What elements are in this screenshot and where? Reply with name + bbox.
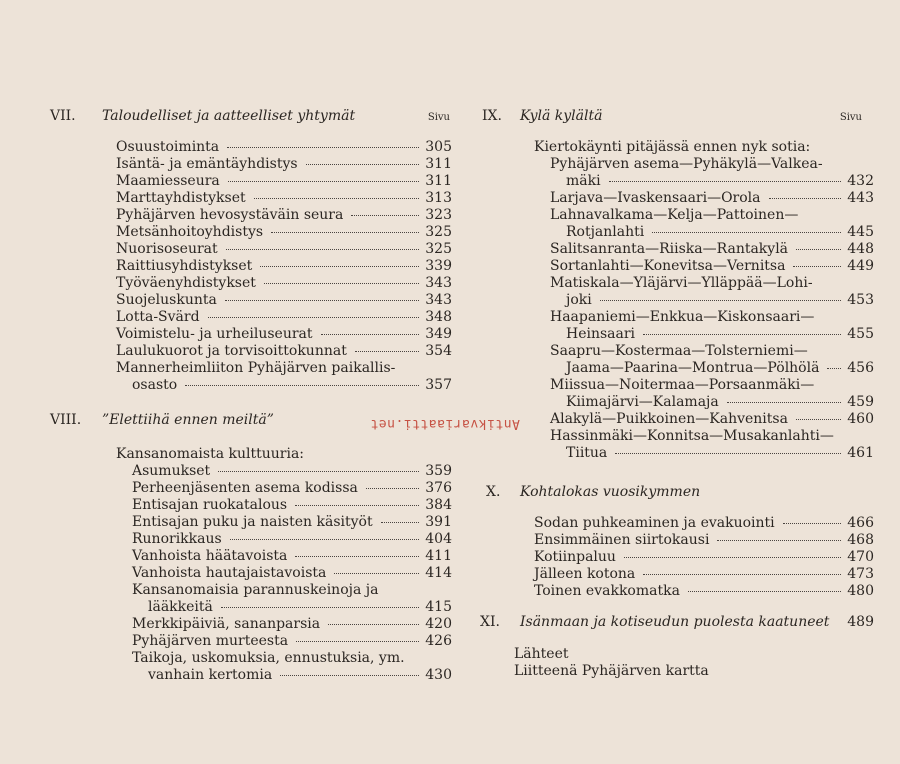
toc-entry <box>550 207 874 241</box>
dot-leader <box>600 300 842 301</box>
entry-page-number: 411 <box>425 548 452 564</box>
dot-leader <box>827 368 841 369</box>
entry-title: Maamiesseura <box>116 173 220 189</box>
section-heading <box>474 484 874 506</box>
toc-entry <box>116 173 452 190</box>
entry-title: Saapru—Kostermaa—Tolsterniemi— <box>550 343 808 359</box>
entry-page-number: 349 <box>425 326 452 342</box>
toc-entry <box>550 428 874 462</box>
entry-page-number: 459 <box>847 394 874 410</box>
toc-entry <box>550 343 874 377</box>
toc-entry <box>534 515 874 532</box>
entry-page-number: 473 <box>847 566 874 582</box>
toc-entry <box>116 275 452 292</box>
dot-leader <box>227 147 419 148</box>
entry-title: Asumukset <box>132 463 211 479</box>
dot-leader <box>218 471 419 472</box>
toc-entry <box>550 258 874 275</box>
entry-title: Haapaniemi—Enkkua—Kiskonsaari— <box>550 309 815 325</box>
toc-entry <box>116 292 452 309</box>
entry-page-number: 449 <box>847 258 874 274</box>
entry-title: Merkkipäiviä, sananparsia <box>132 616 321 632</box>
dot-leader <box>264 283 419 284</box>
entry-title: Kiimajärvi—Kalamaja <box>566 394 719 410</box>
toc-entry <box>132 531 452 548</box>
entry-page-number: 305 <box>425 139 452 155</box>
section-number: IX. <box>482 108 502 124</box>
entry-page-number: 443 <box>847 190 874 206</box>
dot-leader <box>366 488 419 489</box>
entry-page-number: 466 <box>847 515 874 531</box>
section-number: XI. <box>480 614 500 630</box>
toc-entry <box>550 241 874 258</box>
dot-leader <box>185 385 419 386</box>
entry-title: Taikoja, uskomuksia, ennustuksia, ym. <box>132 650 405 666</box>
toc-entry <box>116 139 452 156</box>
entry-title: Ensimmäinen siirtokausi <box>534 532 710 548</box>
entry-title: vanhain kertomia <box>148 667 273 683</box>
entry-title: Runorikkaus <box>132 531 222 547</box>
entry-list <box>534 515 874 600</box>
toc-entry <box>132 582 452 616</box>
toc-entry <box>132 480 452 497</box>
entry-title: osasto <box>132 377 178 393</box>
dot-leader <box>796 419 841 420</box>
toc-entry <box>132 548 452 565</box>
dot-leader <box>793 266 841 267</box>
dot-leader <box>271 232 419 233</box>
section-title: ”Elettiihä ennen meiltä” <box>102 412 274 428</box>
toc-entry <box>116 343 452 360</box>
toc-entry <box>132 565 452 582</box>
section-number: VII. <box>50 108 76 124</box>
entry-page-number: 470 <box>847 549 874 565</box>
entry-page-number: 430 <box>425 667 452 683</box>
entry-page-number: 359 <box>425 463 452 479</box>
entry-title: Larjava—Ivaskensaari—Orola <box>550 190 761 206</box>
toc-entry <box>132 633 452 650</box>
entry-page-number: 391 <box>425 514 452 530</box>
entry-page-number: 343 <box>425 292 452 308</box>
entry-title: Raittiusyhdistykset <box>116 258 253 274</box>
toc-entry <box>116 190 452 207</box>
toc-entry <box>116 326 452 343</box>
entry-page-number: 343 <box>425 275 452 291</box>
toc-entry <box>132 616 452 633</box>
dot-leader <box>260 266 419 267</box>
entry-title: Pyhäjärven asema—Pyhäkylä—Valkea- <box>550 156 823 172</box>
page-column-label: Sivu <box>427 112 450 123</box>
entry-page-number: 460 <box>847 411 874 427</box>
toc-entry <box>116 207 452 224</box>
entry-title: Työväenyhdistykset <box>116 275 256 291</box>
dot-leader <box>615 453 841 454</box>
entry-page-number: 480 <box>847 583 874 599</box>
entry-title: Jälleen kotona <box>534 566 636 582</box>
entry-page-number: 453 <box>847 292 874 308</box>
entry-page-number: 384 <box>425 497 452 513</box>
entry-title: Toinen evakkomatka <box>534 583 680 599</box>
dot-leader <box>228 181 419 182</box>
section-heading <box>474 108 874 130</box>
entry-page-number: 448 <box>847 241 874 257</box>
toc-entry <box>116 224 452 241</box>
dot-leader <box>221 607 419 608</box>
right-column <box>474 108 874 680</box>
section-title: Taloudelliset ja aatteelliset yhtymät <box>102 108 356 124</box>
section-title: Kylä kylältä <box>520 108 603 124</box>
entry-title: Miissua—Noitermaa—Porsaanmäki— <box>550 377 815 393</box>
entry-page-number: 376 <box>425 480 452 496</box>
page-column-label: Sivu <box>839 112 862 123</box>
toc-entry <box>132 497 452 514</box>
toc-entry <box>132 514 452 531</box>
entry-title: joki <box>566 292 592 308</box>
toc-entry <box>116 360 452 394</box>
toc-entry <box>534 532 874 549</box>
toc-entry <box>116 309 452 326</box>
entry-title: Hassinmäki—Konnitsa—Musakanlahti— <box>550 428 834 444</box>
toc-entry <box>534 566 874 583</box>
dot-leader <box>652 232 841 233</box>
dot-leader <box>609 181 842 182</box>
entry-title: Metsänhoitoyhdistys <box>116 224 264 240</box>
toc-entry <box>550 156 874 190</box>
dot-leader <box>783 523 842 524</box>
appendix-map: Liitteenä Pyhäjärven kartta <box>514 663 709 679</box>
toc-entry <box>550 377 874 411</box>
appendix-sources: Lähteet <box>514 646 569 662</box>
subsection-heading: Kiertokäynti pitäjässä ennen nyk sotia: <box>534 139 811 155</box>
entry-title: Matiskala—Yläjärvi—Ylläppää—Lohi- <box>550 275 813 291</box>
toc-entry <box>550 309 874 343</box>
dot-leader <box>208 317 420 318</box>
entry-title: Nuorisoseurat <box>116 241 218 257</box>
dot-leader <box>351 215 419 216</box>
entry-page-number: 420 <box>425 616 452 632</box>
watermark-text: Antikvariaatti.net <box>370 416 520 431</box>
entry-page-number: 455 <box>847 326 874 342</box>
entry-title: Rotjanlahti <box>566 224 645 240</box>
entry-title: Kotiinpaluu <box>534 549 616 565</box>
toc-entry <box>116 241 452 258</box>
section-number: X. <box>486 484 501 500</box>
toc-entry <box>132 463 452 480</box>
section-title: Kohtalokas vuosikymmen <box>520 484 701 500</box>
section-viii <box>44 412 452 684</box>
left-column <box>44 108 452 684</box>
dot-leader <box>296 641 419 642</box>
dot-leader <box>225 300 419 301</box>
section-heading <box>474 614 874 636</box>
entry-page-number: 489 <box>847 614 874 630</box>
entry-list <box>116 139 452 394</box>
entry-title: Entisajan puku ja naisten käsityöt <box>132 514 373 530</box>
entry-title: Osuustoiminta <box>116 139 220 155</box>
dot-leader <box>643 334 841 335</box>
toc-entry <box>550 275 874 309</box>
entry-page-number: 325 <box>425 224 452 240</box>
toc-entry <box>534 583 874 600</box>
entry-page-number: 461 <box>847 445 874 461</box>
toc-entry <box>116 156 452 173</box>
section-xi <box>474 614 874 636</box>
entry-title: lääkkeitä <box>148 599 213 615</box>
entry-page-number: 323 <box>425 207 452 223</box>
dot-leader <box>355 351 419 352</box>
entry-title: Perheenjäsenten asema kodissa <box>132 480 358 496</box>
entry-title: Suojeluskunta <box>116 292 217 308</box>
section-title: Isänmaan ja kotiseudun puolesta kaatuneet <box>520 614 830 630</box>
entry-title: Vanhoista hautajaistavoista <box>132 565 327 581</box>
entry-title: mäki <box>566 173 601 189</box>
entry-page-number: 311 <box>425 156 452 172</box>
entry-title: Mannerheimliiton Pyhäjärven paikallis- <box>116 360 396 376</box>
entry-title: Sortanlahti—Konevitsa—Vernitsa <box>550 258 786 274</box>
dot-leader <box>727 402 842 403</box>
toc-entry <box>550 411 874 428</box>
section-vii <box>44 108 452 394</box>
toc-entry <box>534 549 874 566</box>
entry-list <box>534 156 874 462</box>
entry-title: Voimistelu- ja urheiluseurat <box>116 326 313 342</box>
entry-title: Tiitua <box>566 445 608 461</box>
entry-page-number: 313 <box>425 190 452 206</box>
entry-page-number: 468 <box>847 532 874 548</box>
dot-leader <box>381 522 420 523</box>
entry-title: Pyhäjärven hevosystäväin seura <box>116 207 344 223</box>
entry-title: Lotta-Svärd <box>116 309 200 325</box>
dot-leader <box>334 573 419 574</box>
section-number: VIII. <box>50 412 82 428</box>
entry-list <box>116 463 452 684</box>
dot-leader <box>643 574 841 575</box>
entry-title: Alakylä—Puikkoinen—Kahvenitsa <box>550 411 788 427</box>
dot-leader <box>280 675 419 676</box>
dot-leader <box>254 198 420 199</box>
entry-title: Isäntä- ja emäntäyhdistys <box>116 156 298 172</box>
dot-leader <box>796 249 841 250</box>
dot-leader <box>295 556 419 557</box>
entry-page-number: 325 <box>425 241 452 257</box>
toc-entry <box>116 258 452 275</box>
entry-title: Marttayhdistykset <box>116 190 246 206</box>
subsection-heading: Kansanomaista kulttuuria: <box>116 446 305 462</box>
entry-title: Pyhäjärven murteesta <box>132 633 289 649</box>
section-ix <box>474 108 874 462</box>
entry-title: Kansanomaisia parannuskeinoja ja <box>132 582 379 598</box>
entry-page-number: 432 <box>847 173 874 189</box>
entry-page-number: 426 <box>425 633 452 649</box>
entry-title: Entisajan ruokatalous <box>132 497 288 513</box>
section-x <box>474 484 874 600</box>
toc-entry <box>132 650 452 684</box>
dot-leader <box>769 198 842 199</box>
entry-page-number: 354 <box>425 343 452 359</box>
dot-leader <box>306 164 420 165</box>
entry-page-number: 456 <box>847 360 874 376</box>
section-heading <box>44 108 452 130</box>
dot-leader <box>321 334 420 335</box>
entry-page-number: 404 <box>425 531 452 547</box>
dot-leader <box>230 539 420 540</box>
dot-leader <box>295 505 419 506</box>
dot-leader <box>226 249 420 250</box>
entry-title: Lahnavalkama—Kelja—Pattoinen— <box>550 207 799 223</box>
entry-title: Sodan puhkeaminen ja evakuointi <box>534 515 775 531</box>
entry-page-number: 311 <box>425 173 452 189</box>
entry-title: Jaama—Paarina—Montrua—Pölhölä <box>566 360 820 376</box>
dot-leader <box>717 540 841 541</box>
entry-page-number: 357 <box>425 377 452 393</box>
entry-title: Vanhoista häätavoista <box>132 548 288 564</box>
entry-title: Salitsanranta—Riiska—Rantakylä <box>550 241 789 257</box>
entry-page-number: 445 <box>847 224 874 240</box>
dot-leader <box>624 557 841 558</box>
entry-page-number: 339 <box>425 258 452 274</box>
entry-page-number: 415 <box>425 599 452 615</box>
dot-leader <box>688 591 841 592</box>
entry-page-number: 348 <box>425 309 452 325</box>
entry-title: Laulukuorot ja torvisoittokunnat <box>116 343 347 359</box>
entry-title: Heinsaari <box>566 326 636 342</box>
entry-page-number: 414 <box>425 565 452 581</box>
dot-leader <box>328 624 419 625</box>
toc-entry <box>550 190 874 207</box>
